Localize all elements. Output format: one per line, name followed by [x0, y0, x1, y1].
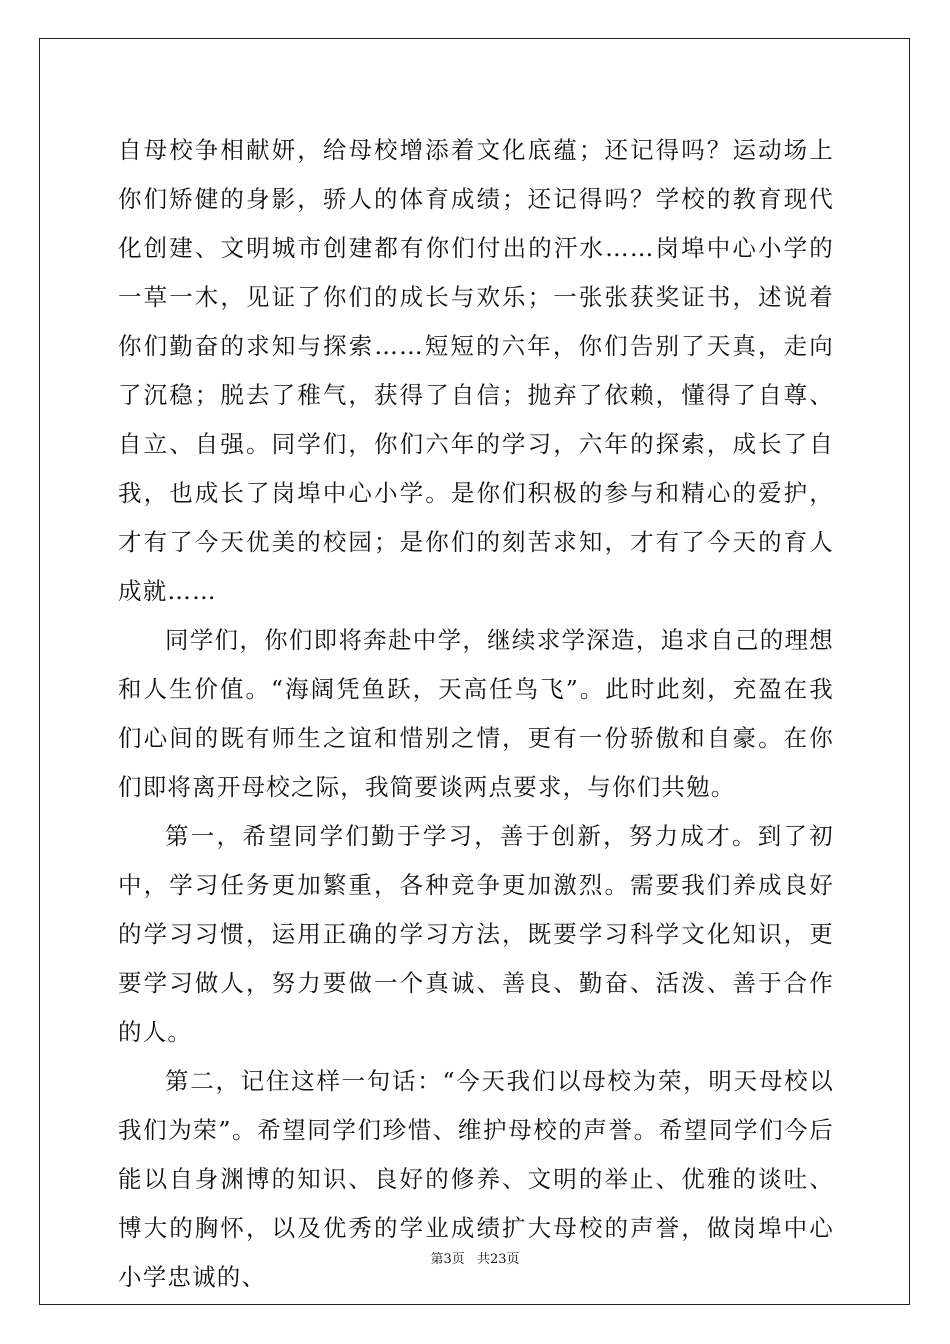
paragraph-3: 第一，希望同学们勤于学习，善于创新，努力成才。到了初中，学习任务更加繁重，各种竞争更加激烈。需要我们养成良好的学习习惯，运用正确的学习方法，既要学习科学文化知识，更要学习做人，努力要做一个真诚、善良、勤奋、活泼、善于合作的人。 [118, 822, 834, 1046]
paragraph-2: 同学们，你们即将奔赴中学，继续求学深造，追求自己的理想和人生价值。“海阔凭鱼跃，天高任鸟飞”。此时此刻，充盈在我们心间的既有师生之谊和惜别之情，更有一份骄傲和自豪。在你们即将离开母校之际，我简要谈两点要求，与你们共勉。 [118, 626, 834, 801]
page-footer [0, 1248, 950, 1267]
page-number: 第3页 [430, 1252, 465, 1267]
paragraph-4: 第二，记住这样一句话：“今天我们以母校为荣，明天母校以我们为荣”。希望同学们珍惜、维护母校的声誉。希望同学们今后能以自身渊博的知识、良好的修养、文明的举止、优雅的谈吐、博大的胸怀，以及优秀的学业成绩扩大母校的声誉，做岗埠中心小学忠诚的、 [118, 1067, 834, 1291]
paragraph-1: 自母校争相献妍，给母校增添着文化底蕴；还记得吗？运动场上你们矫健的身影，骄人的体育成绩；还记得吗？学校的教育现代化创建、文明城市创建都有你们付出的汗水……岗埠中心小学的一草一木，见证了你们的成长与欢乐；一张张获奖证书，述说着你们勤奋的求知与探索……短短的六年，你们告别了天真，走向了沉稳；脱去了稚气，获得了自信；抛弃了依赖，懂得了自尊、自立、自强。同学们，你们六年的学习，六年的探索，成长了自我，也成长了岗埠中心小学。是你们积极的参与和精心的爱护，才有了今天优美的校园；是你们的刻苦求知，才有了今天的育人成就…… [118, 136, 834, 605]
document-body [118, 126, 834, 1302]
page-total: 共23页 [476, 1252, 520, 1267]
